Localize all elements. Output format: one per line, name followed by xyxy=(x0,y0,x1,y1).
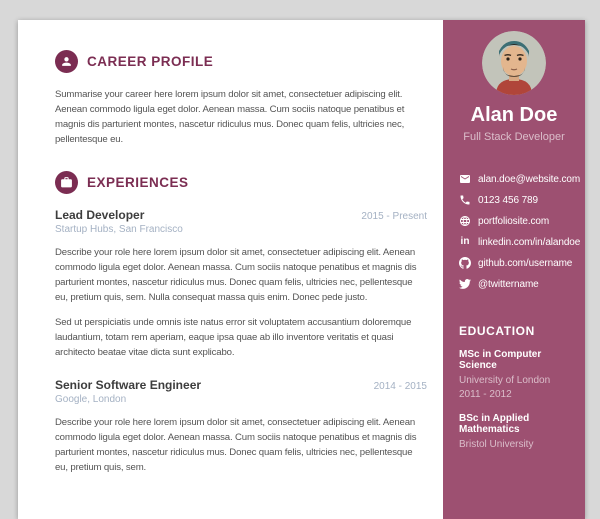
job-description: Describe your role here lorem ipsum dolor sit amet, consectetuer adipiscing elit. Aenean commodo ligula eget dolor. Aenean massa. Cum sociis natoque penatibus et magnis dis parturient montes, nascetur ridiculus mus. Donec quam felis, ultricies nec, pellentesque eu, pretium quis, sem. Nulla consequat massa quis enim. Donec pede justo. xyxy=(55,247,417,303)
education-degree: MSc in Computer Science xyxy=(459,349,542,371)
job-description: Describe your role here lorem ipsum dolor sit amet, consectetuer adipiscing elit. Aenean commodo ligula eget dolor. Aenean massa. Cum sociis natoque penatibus et magnis dis parturient montes, nascetur ridiculus mus. Donec quam felis, ultricies nec, pellentesque eu, pretium quis, sem. xyxy=(55,417,417,473)
education-degree: BSc in Applied Mathematics xyxy=(459,413,530,435)
job-title-row xyxy=(55,378,427,392)
career-profile-title: CAREER PROFILE xyxy=(87,54,214,69)
job-title-row xyxy=(55,208,427,222)
contact-text: portfoliosite.com xyxy=(478,215,550,227)
job-company: Startup Hubs, San Francisco xyxy=(55,224,183,235)
contact-website[interactable] xyxy=(459,215,585,227)
education-section xyxy=(443,324,585,452)
job-company: Google, London xyxy=(55,394,127,405)
contact-list xyxy=(443,173,585,290)
globe-icon xyxy=(459,215,471,227)
avatar xyxy=(482,31,546,95)
experiences-header xyxy=(55,171,427,194)
job-description: Sed ut perspiciatis unde omnis iste natus error sit voluptatem accusantium doloremque laudantium, totam rem aperiam, eaque ipsa quae ab illo inventore veritatis et quasi architecto beatae vitae dicta sunt explicabo. xyxy=(55,317,412,358)
section-experiences xyxy=(55,171,427,475)
education-title: EDUCATION xyxy=(459,324,535,338)
section-career-profile xyxy=(55,50,427,147)
sidebar xyxy=(443,20,585,519)
education-item xyxy=(459,349,577,402)
education-school: Bristol University xyxy=(459,439,534,450)
resume-card xyxy=(18,20,585,519)
twitter-icon xyxy=(459,278,471,290)
briefcase-icon xyxy=(55,171,78,194)
job-title: Lead Developer xyxy=(55,208,145,222)
job-senior-software-engineer xyxy=(55,378,427,475)
job-period: 2015 - Present xyxy=(361,211,427,222)
contact-phone[interactable] xyxy=(459,194,585,206)
contact-linkedin[interactable] xyxy=(459,236,585,248)
contact-email[interactable] xyxy=(459,173,585,185)
main-column xyxy=(18,20,443,519)
career-summary: Summarise your career here lorem ipsum dolor sit amet, consectetuer adipiscing elit. Aenean commodo ligula eget dolor. Aenean massa. Cum sociis natoque penatibus et magnis dis parturient montes, nascetur ridiculus mus. Donec quam felis, ultricies nec, pellentesque eu. xyxy=(55,89,405,145)
education-item xyxy=(459,413,577,452)
contact-github[interactable] xyxy=(459,257,585,269)
education-period: 2011 - 2012 xyxy=(459,389,512,400)
contact-text: github.com/username xyxy=(478,257,573,269)
job-title: Senior Software Engineer xyxy=(55,378,202,392)
experiences-title: EXPERIENCES xyxy=(87,175,189,190)
github-icon xyxy=(459,257,471,269)
linkedin-icon: in xyxy=(460,236,470,247)
contact-text: 0123 456 789 xyxy=(478,194,538,206)
email-icon xyxy=(459,173,471,185)
phone-icon xyxy=(459,194,471,206)
job-period: 2014 - 2015 xyxy=(373,381,427,392)
job-lead-developer xyxy=(55,208,427,360)
education-school: University of London xyxy=(459,375,551,386)
career-profile-header xyxy=(55,50,427,73)
person-role: Full Stack Developer xyxy=(463,131,565,143)
contact-twitter[interactable] xyxy=(459,278,585,290)
contact-text: @twittername xyxy=(478,278,539,290)
user-icon xyxy=(55,50,78,73)
contact-text: linkedin.com/in/alandoe xyxy=(478,236,581,248)
person-name: Alan Doe xyxy=(470,104,558,126)
contact-text: alan.doe@website.com xyxy=(478,173,581,185)
